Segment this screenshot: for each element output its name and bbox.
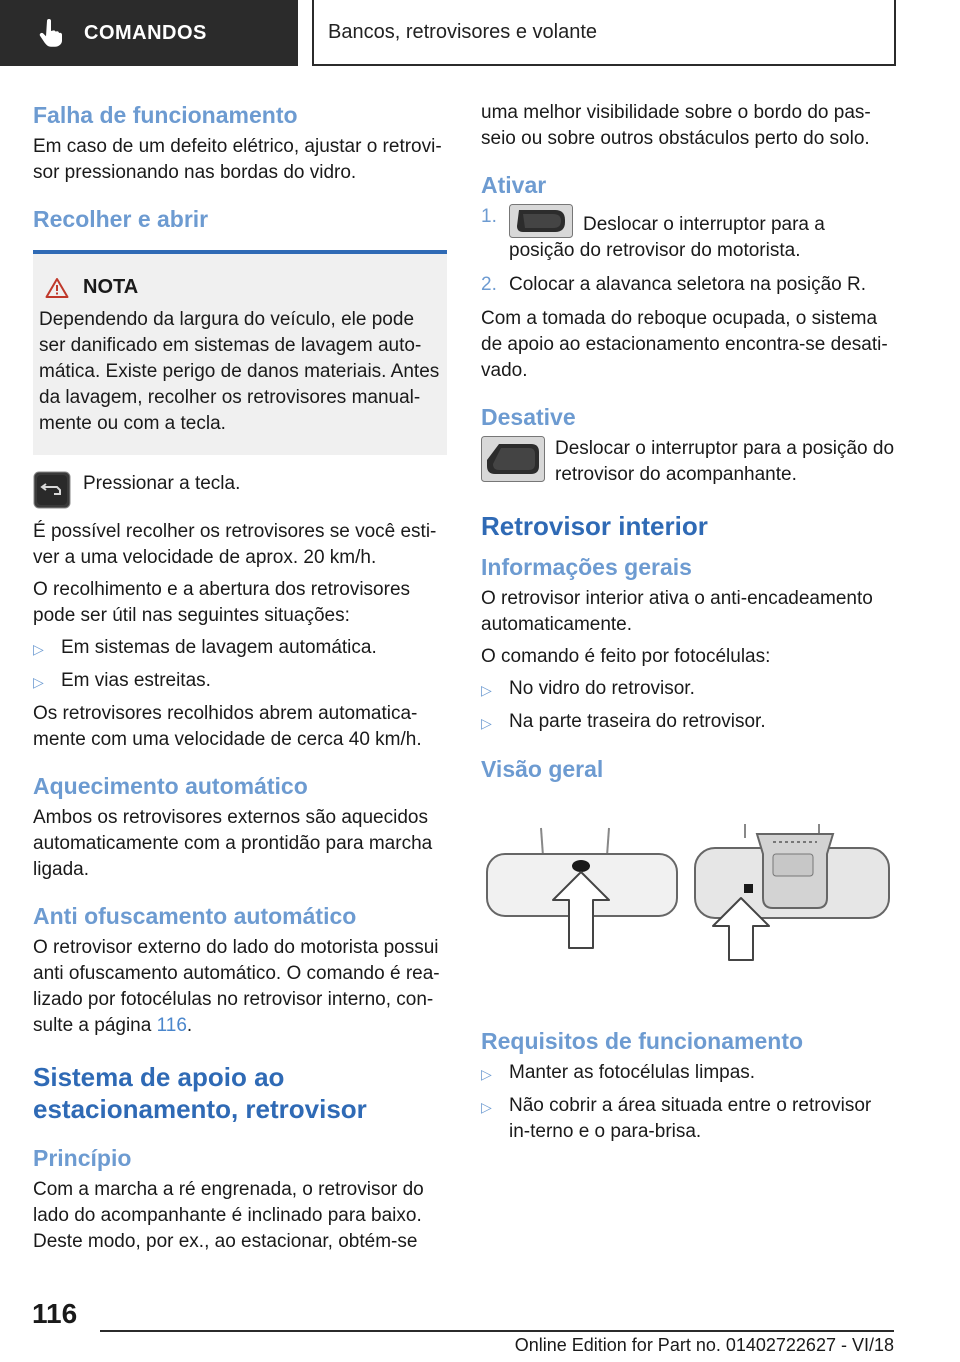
paragraph-principle: Com a marcha a ré engrenada, o retrovisor do lado do acompanhante é inclinado para baixo. Deste modo, por ex., ao estacionar, obtém-se: [33, 1179, 424, 1252]
bullet-triangle-icon: ▷: [33, 674, 44, 690]
mirror-fold-button-icon: [33, 471, 71, 509]
footer-divider: [100, 1330, 894, 1332]
mirror-selector-switch-icon: [481, 436, 545, 482]
list-item: ▷ Na parte traseira do retrovisor.: [481, 709, 895, 736]
requirements-list: [481, 1060, 895, 1145]
paragraph-principle-cont: uma melhor visibilidade sobre o bordo do pas-seio ou sobre outros obstáculos perto do solo.: [481, 102, 871, 149]
bullet-triangle-icon: ▷: [481, 682, 492, 698]
paragraph-general: O retrovisor interior ativa o anti-encadeamento automaticamente.: [481, 588, 873, 635]
paragraph-heating: Ambos os retrovisores externos são aquecidos automaticamente com a prontidão para marcha ligada.: [33, 807, 433, 880]
right-column: [481, 100, 895, 1151]
paragraph-trailer: Com a tomada do reboque ocupada, o sistema de apoio ao estacionamento encontra-se desati-vado.: [481, 308, 888, 381]
left-column: [33, 100, 447, 1261]
list-item: ▷ No vidro do retrovisor.: [481, 676, 895, 703]
bullet-triangle-icon: ▷: [33, 641, 44, 657]
note-text: Dependendo da largura do veículo, ele pode ser danificado em sistemas de lavagem auto-mática. Existe perigo de danos materiais. Antes da lavagem, recolher os retrovisores manual-mente ou com a tecla.: [39, 309, 440, 434]
heading-requirements: Requisitos de funcionamento: [481, 1028, 804, 1054]
heading-general: Informações gerais: [481, 554, 692, 580]
heading-recolher: Recolher e abrir: [33, 206, 209, 232]
heading-activate: Ativar: [481, 172, 547, 198]
step-1: 1. Deslocar o interruptor para a posição do retrovisor do motorista.: [481, 204, 895, 264]
step-2: 2. Colocar a alavanca seletora na posição R.: [481, 272, 895, 298]
fold-button-row: [33, 471, 447, 509]
warning-triangle-icon: [45, 277, 69, 299]
mirror-illustration: [481, 824, 895, 974]
hand-pointer-icon: [36, 18, 66, 48]
paragraph-antiglare: O retrovisor externo do lado do motorista possui anti ofuscamento automático. O comando é rea-lizado por fotocélulas no retrovisor interno, con-sulte a página 116.: [33, 937, 440, 1036]
footer-edition: Online Edition for Part no. 01402722627 - VI/18: [514, 1335, 894, 1355]
header-chapter-box: [312, 0, 896, 66]
note-title: NOTA: [83, 276, 139, 298]
list-item: ▷ Manter as fotocélulas limpas.: [481, 1060, 895, 1087]
list-item: ▷ Em vias estreitas.: [33, 668, 447, 695]
list-item: ▷ Em sistemas de lavagem automática.: [33, 635, 447, 662]
heading-parking: Sistema de apoio ao estacionamento, retrovisor: [33, 1062, 367, 1124]
heading-principle: Princípio: [33, 1145, 132, 1171]
press-button-text: Pressionar a tecla.: [83, 473, 241, 494]
mirror-selector-switch-icon: [509, 204, 573, 238]
page-link[interactable]: 116: [156, 1015, 187, 1036]
paragraph-photocell: O comando é feito por fotocélulas:: [481, 646, 771, 667]
bullet-triangle-icon: ▷: [481, 1066, 492, 1082]
bullet-triangle-icon: ▷: [481, 715, 492, 731]
step-number: 1.: [481, 206, 497, 227]
bullet-triangle-icon: ▷: [481, 1099, 492, 1115]
heading-falha: Falha de funcionamento: [33, 102, 298, 128]
heading-interior: Retrovisor interior: [481, 511, 708, 541]
deactivate-row: [481, 436, 895, 488]
deactivate-text: Deslocar o interruptor para a posição do retrovisor do acompanhante.: [555, 438, 895, 485]
paragraph-useful: O recolhimento e a abertura dos retrovisores pode ser útil nas seguintes situações:: [33, 579, 411, 626]
header-section-tab: [0, 0, 298, 66]
paragraph-auto-open: Os retrovisores recolhidos abrem automatica-mente com uma velocidade de cerca 40 km/h.: [33, 703, 422, 750]
photocell-list: [481, 676, 895, 736]
list-item: ▷ Não cobrir a área situada entre o retrovisor in-terno e o para-brisa.: [481, 1093, 895, 1145]
paragraph-falha: Em caso de um defeito elétrico, ajustar o retrovi-sor pressionando nas bordas do vidro.: [33, 136, 442, 183]
heading-deactivate: Desative: [481, 404, 576, 430]
heading-overview: Visão geral: [481, 756, 604, 782]
page-number: 116: [32, 1298, 78, 1329]
heading-heating: Aquecimento automático: [33, 773, 308, 799]
header-section-title: COMANDOS: [84, 21, 207, 44]
heading-antiglare: Anti ofuscamento automático: [33, 903, 357, 929]
note-box: [33, 250, 447, 455]
step-number: 2.: [481, 274, 497, 295]
rearview-mirror-icon: [481, 824, 895, 974]
situations-list: [33, 635, 447, 695]
paragraph-fold-speed: É possível recolher os retrovisores se você esti-ver a uma velocidade de aprox. 20 km/h.: [33, 521, 437, 568]
header-chapter-title: Bancos, retrovisores e volante: [328, 20, 598, 43]
note-header: [39, 276, 441, 299]
